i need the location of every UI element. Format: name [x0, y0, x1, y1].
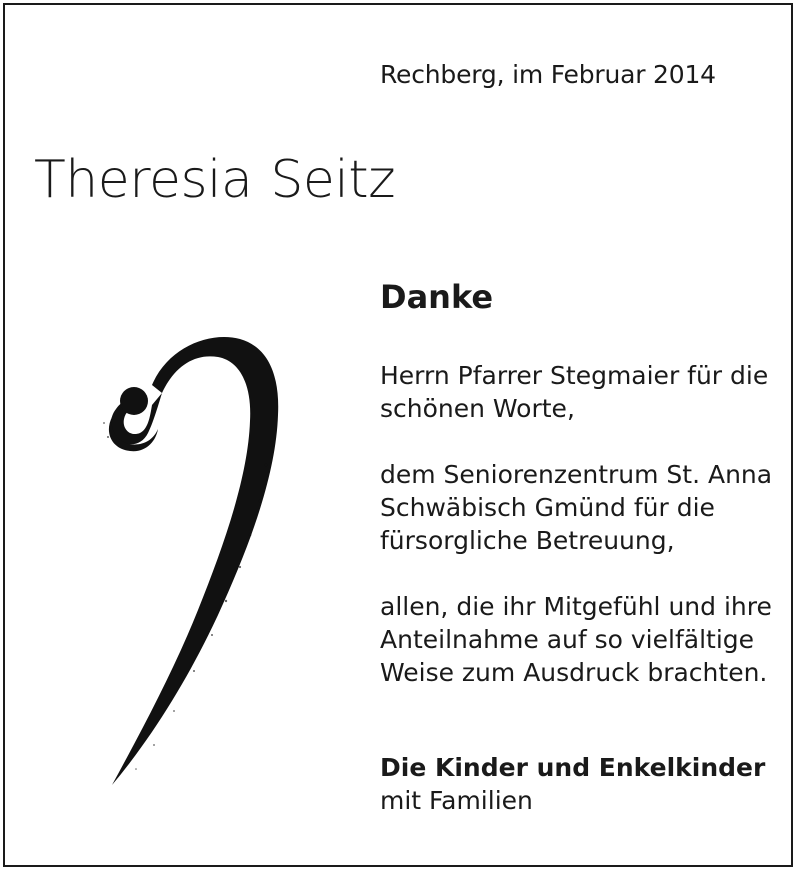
place-date: Rechberg, im Februar 2014: [380, 60, 716, 89]
deceased-name: [34, 150, 395, 210]
thanks-paragraph-sympathy: allen, die ihr Mitgefühl und ihre Anteilnahme auf so vielfältige Weise zum Ausdruck brachten.: [380, 592, 772, 687]
deceased-first-name: Theresia: [34, 150, 253, 210]
deceased-last-name: Seitz: [270, 150, 395, 210]
brush-stroke-heart-half-icon: [90, 325, 310, 795]
signature-family: Die Kinder und Enkelkinder: [380, 753, 766, 782]
thanks-heading: Danke: [380, 278, 494, 316]
thanks-paragraph-pastor: Herrn Pfarrer Stegmaier für die schönen Worte,: [380, 361, 769, 423]
signature: [380, 751, 765, 817]
thanks-text: [380, 359, 780, 722]
thanks-paragraph-senior-center: dem Seniorenzentrum St. Anna Schwäbisch Gmünd für die fürsorgliche Betreuung,: [380, 460, 773, 555]
signature-families: mit Familien: [380, 786, 533, 815]
